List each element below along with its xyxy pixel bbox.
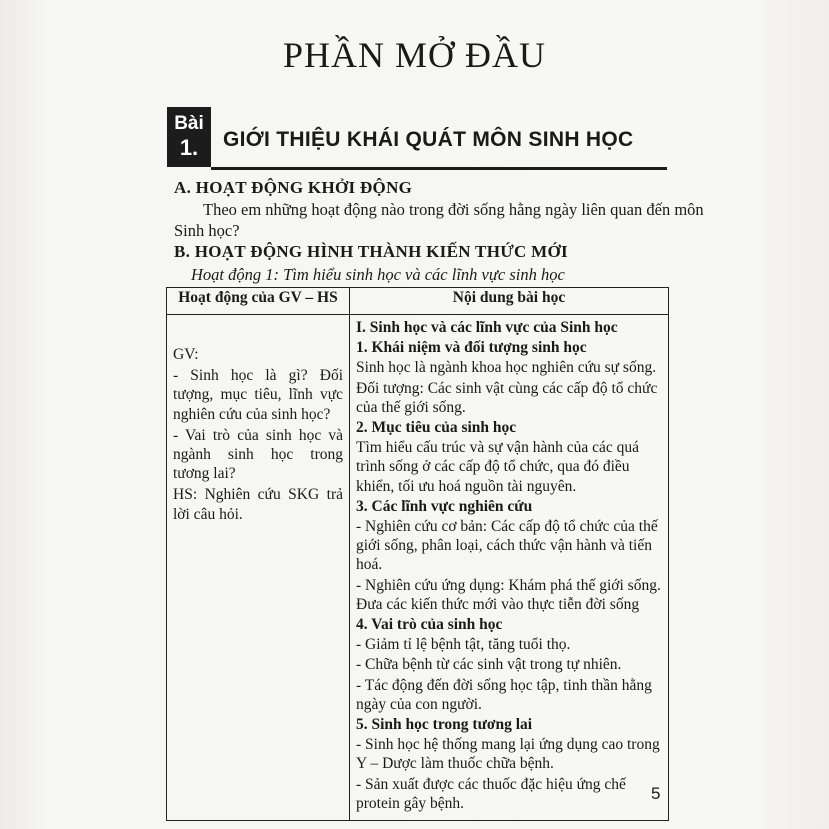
content-heading-2: 2. Mục tiêu của sinh học: [356, 419, 517, 437]
lesson-title: GIỚI THIỆU KHÁI QUÁT MÔN SINH HỌC: [223, 128, 634, 151]
lesson-title-rule: [211, 167, 667, 170]
section-b-heading: B. HOẠT ĐỘNG HÌNH THÀNH KIẾN THỨC MỚI: [174, 242, 568, 261]
lesson-badge: [167, 107, 211, 167]
content-heading-4: 4. Vai trò của sinh học: [356, 616, 503, 634]
lesson-badge-word: Bài: [174, 113, 204, 134]
lesson-content-cell: [350, 315, 669, 821]
content-paragraph: - Giảm tỉ lệ bệnh tật, tăng tuổi thọ.: [356, 636, 571, 654]
content-paragraph: - Sinh học hệ thống mang lại ứng dụng cao trong Y – Dược làm thuốc chữa bệnh.: [356, 736, 660, 773]
content-paragraph: Tìm hiểu cấu trúc và sự vận hành của các quá trình sống ở các cấp độ tổ chức, qua đó điều khiển, tối ưu hoá nguồn tài nguyên.: [356, 439, 639, 495]
content-paragraph: - Tác động đến đời sống học tập, tinh thần hằng ngày của con người.: [356, 676, 652, 713]
content-paragraph: Sinh học là ngành khoa học nghiên cứu sự sống.: [356, 359, 657, 377]
lesson-table: [166, 287, 669, 821]
table-header-right: Nội dung bài học: [350, 288, 669, 315]
lesson-badge-number: 1.: [179, 135, 199, 160]
table-row: [167, 315, 669, 821]
page-number: 5: [651, 784, 661, 803]
section-a-heading: A. HOẠT ĐỘNG KHỞI ĐỘNG: [174, 178, 413, 197]
content-paragraph: - Chữa bệnh từ các sinh vật trong tự nhiên.: [356, 656, 622, 674]
question-1: - Sinh học là gì? Đối tượng, mục tiêu, lĩnh vực nghiên cứu của sinh học?: [173, 367, 343, 423]
question-2: - Vai trò của sinh học và ngành sinh học trong tương lai?: [173, 426, 343, 483]
content-heading-1: 1. Khái niệm và đối tượng sinh học: [356, 339, 587, 357]
content-paragraph: - Nghiên cứu ứng dụng: Khám phá thế giới sống. Đưa các kiến thức mới vào thực tiễn đời sống: [356, 576, 661, 613]
table-header-row: [167, 288, 669, 315]
content-paragraph: - Sản xuất được các thuốc đặc hiệu ứng chế protein gây bệnh.: [356, 775, 626, 812]
lesson-header: [167, 107, 667, 173]
content-paragraph: - Nghiên cứu cơ bản: Các cấp độ tổ chức của thế giới sống, phân loại, cách thức vận hành và tiến hoá.: [356, 518, 658, 574]
student-task: HS: Nghiên cứu SKG trả lời câu hỏi.: [173, 486, 343, 523]
gv-label: GV:: [173, 346, 199, 363]
teacher-student-activity-cell: [167, 315, 350, 821]
activity-title: Hoạt động 1: Tìm hiểu sinh học và các lĩnh vực sinh học: [191, 265, 565, 284]
table-header-left: Hoạt động của GV – HS: [167, 288, 350, 315]
page-title: PHẦN MỞ ĐẦU: [282, 35, 547, 75]
section-a-text-line1: Theo em những hoạt động nào trong đời sống hằng ngày liên quan đến môn: [203, 200, 704, 219]
section-a-text-line2: Sinh học?: [174, 221, 240, 240]
content-paragraph: Đối tượng: Các sinh vật cùng các cấp độ tổ chức của thế giới sống.: [356, 379, 658, 416]
content-heading-main: I. Sinh học và các lĩnh vực của Sinh học: [356, 319, 618, 336]
content-heading-3: 3. Các lĩnh vực nghiên cứu: [356, 497, 533, 515]
content-heading-5: 5. Sinh học trong tương lai: [356, 716, 533, 734]
